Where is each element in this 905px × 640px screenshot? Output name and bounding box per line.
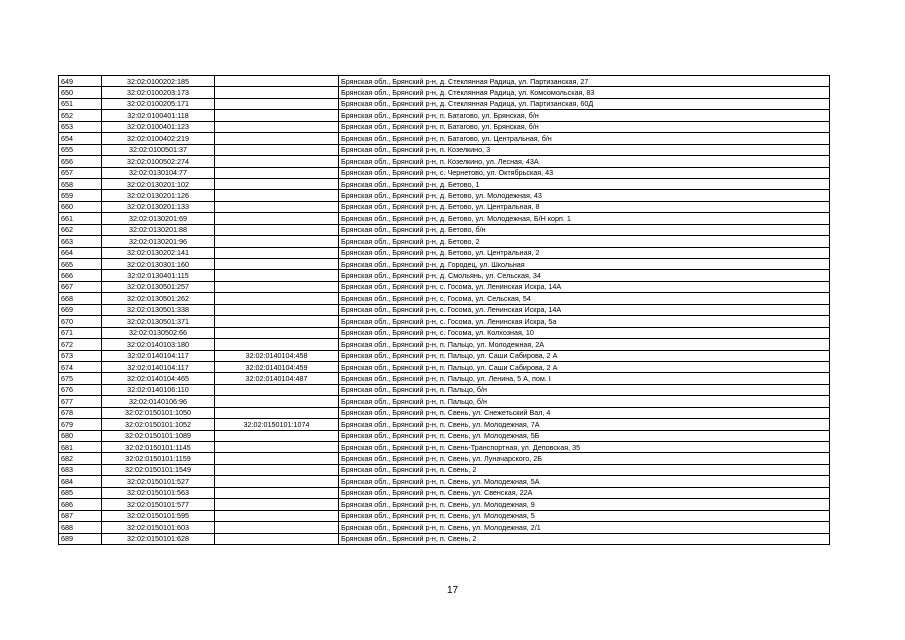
cadastral-number-cell: 32:02:0150101:1549 — [102, 464, 215, 475]
related-cadastral-number-cell — [215, 110, 339, 121]
address-cell: Брянская обл., Брянский р-н, д. Бетово, ул. Центральная, 8 — [339, 201, 830, 212]
table-row — [59, 373, 830, 384]
cadastral-number-cell: 32:02:0150101:1089 — [102, 430, 215, 441]
row-number-cell: 680 — [59, 430, 102, 441]
cadastral-number-cell: 32:02:0150101:1159 — [102, 453, 215, 464]
row-number-cell: 679 — [59, 419, 102, 430]
row-number-cell: 663 — [59, 236, 102, 247]
row-number-cell: 689 — [59, 533, 102, 544]
address-cell: Брянская обл., Брянский р-н, д. Бетово, ул. Молодежная, Б/Н корп. 1 — [339, 213, 830, 224]
address-cell: Брянская обл., Брянский р-н, п. Свень, ул. Молодежная, 7А — [339, 419, 830, 430]
table-row — [59, 464, 830, 475]
cadastral-number-cell: 32:02:0140106:96 — [102, 396, 215, 407]
cadastral-number-cell: 32:02:0150101:563 — [102, 487, 215, 498]
table-row — [59, 121, 830, 132]
related-cadastral-number-cell — [215, 178, 339, 189]
table-row — [59, 396, 830, 407]
table-row — [59, 522, 830, 533]
cadastral-number-cell: 32:02:0130201:69 — [102, 213, 215, 224]
related-cadastral-number-cell — [215, 293, 339, 304]
address-cell: Брянская обл., Брянский р-н, с. Госома, ул. Колхозная, 10 — [339, 327, 830, 338]
table-row — [59, 510, 830, 521]
row-number-cell: 688 — [59, 522, 102, 533]
address-cell: Брянская обл., Брянский р-н, с. Госома, ул. Сельская, 54 — [339, 293, 830, 304]
table-row — [59, 316, 830, 327]
row-number-cell: 653 — [59, 121, 102, 132]
address-cell: Брянская обл., Брянский р-н, п. Батагово, ул. Центральная, б/н — [339, 133, 830, 144]
address-cell: Брянская обл., Брянский р-н, п. Пальцо, ул. Молодежная, 2А — [339, 339, 830, 350]
cadastral-number-cell: 32:02:0130501:257 — [102, 281, 215, 292]
related-cadastral-number-cell — [215, 167, 339, 178]
cadastral-number-cell: 32:02:0130202:141 — [102, 247, 215, 258]
cadastral-number-cell: 32:02:0100205:171 — [102, 98, 215, 109]
row-number-cell: 649 — [59, 76, 102, 87]
related-cadastral-number-cell — [215, 87, 339, 98]
related-cadastral-number-cell — [215, 339, 339, 350]
table-row — [59, 110, 830, 121]
related-cadastral-number-cell — [215, 533, 339, 544]
related-cadastral-number-cell — [215, 236, 339, 247]
cadastral-number-cell: 32:02:0150101:1145 — [102, 442, 215, 453]
table-row — [59, 133, 830, 144]
address-cell: Брянская обл., Брянский р-н, д. Бетово, 1 — [339, 178, 830, 189]
related-cadastral-number-cell — [215, 510, 339, 521]
row-number-cell: 678 — [59, 407, 102, 418]
related-cadastral-number-cell — [215, 144, 339, 155]
row-number-cell: 673 — [59, 350, 102, 361]
related-cadastral-number-cell — [215, 133, 339, 144]
address-cell: Брянская обл., Брянский р-н, д. Стеклянная Радица, ул. Партизанская, 27 — [339, 76, 830, 87]
table-row — [59, 201, 830, 212]
row-number-cell: 685 — [59, 487, 102, 498]
address-cell: Брянская обл., Брянский р-н, д. Стеклянная Радица, ул. Комсомольская, 83 — [339, 87, 830, 98]
row-number-cell: 670 — [59, 316, 102, 327]
table-row — [59, 98, 830, 109]
related-cadastral-number-cell — [215, 384, 339, 395]
row-number-cell: 664 — [59, 247, 102, 258]
cadastral-number-cell: 32:02:0150101:595 — [102, 510, 215, 521]
cadastral-number-cell: 32:02:0150101:527 — [102, 476, 215, 487]
cadastral-number-cell: 32:02:0140103:180 — [102, 339, 215, 350]
address-cell: Брянская обл., Брянский р-н, п. Свень, ул. Молодежная, 9 — [339, 499, 830, 510]
address-cell: Брянская обл., Брянский р-н, д. Бетово, 2 — [339, 236, 830, 247]
table-row — [59, 167, 830, 178]
address-cell: Брянская обл., Брянский р-н, п. Свень, ул. Свенская, 22А — [339, 487, 830, 498]
table-row — [59, 499, 830, 510]
table-row — [59, 247, 830, 258]
row-number-cell: 676 — [59, 384, 102, 395]
address-cell: Брянская обл., Брянский р-н, п. Свень, ул. Молодежная, 5А — [339, 476, 830, 487]
row-number-cell: 652 — [59, 110, 102, 121]
related-cadastral-number-cell — [215, 270, 339, 281]
cadastral-number-cell: 32:02:0100401:118 — [102, 110, 215, 121]
address-cell: Брянская обл., Брянский р-н, п. Свень, ул. Луначарского, 2Б — [339, 453, 830, 464]
table-row — [59, 304, 830, 315]
address-cell: Брянская обл., Брянский р-н, п. Козелкино, 3 — [339, 144, 830, 155]
table-row — [59, 442, 830, 453]
address-cell: Брянская обл., Брянский р-н, п. Батагово, ул. Брянская, б/н — [339, 121, 830, 132]
related-cadastral-number-cell — [215, 522, 339, 533]
row-number-cell: 658 — [59, 178, 102, 189]
related-cadastral-number-cell — [215, 190, 339, 201]
row-number-cell: 651 — [59, 98, 102, 109]
related-cadastral-number-cell — [215, 316, 339, 327]
row-number-cell: 669 — [59, 304, 102, 315]
cadastral-number-cell: 32:02:0130501:371 — [102, 316, 215, 327]
row-number-cell: 674 — [59, 361, 102, 372]
cadastral-number-cell: 32:02:0150101:628 — [102, 533, 215, 544]
cadastral-number-cell: 32:02:0100203:173 — [102, 87, 215, 98]
address-cell: Брянская обл., Брянский р-н, п. Пальцо, ул. Ленина, 5 А, пом. I — [339, 373, 830, 384]
cadastral-number-cell: 32:02:0100401:123 — [102, 121, 215, 132]
table-row — [59, 293, 830, 304]
address-cell: Брянская обл., Брянский р-н, д. Стеклянная Радица, ул. Партизанская, 60Д — [339, 98, 830, 109]
related-cadastral-number-cell: 32:02:0140104:487 — [215, 373, 339, 384]
table-row — [59, 533, 830, 544]
address-cell: Брянская обл., Брянский р-н, д. Смольянь, ул. Сельская, 34 — [339, 270, 830, 281]
related-cadastral-number-cell — [215, 464, 339, 475]
table-row — [59, 190, 830, 201]
cadastral-number-cell: 32:02:0140104:117 — [102, 361, 215, 372]
cadastral-number-cell: 32:02:0130502:66 — [102, 327, 215, 338]
row-number-cell: 682 — [59, 453, 102, 464]
cadastral-number-cell: 32:02:0150101:1052 — [102, 419, 215, 430]
table-row — [59, 430, 830, 441]
address-cell: Брянская обл., Брянский р-н, п. Свень, 2 — [339, 533, 830, 544]
table-row — [59, 487, 830, 498]
row-number-cell: 667 — [59, 281, 102, 292]
registry-table — [58, 75, 830, 545]
row-number-cell: 655 — [59, 144, 102, 155]
table-row — [59, 144, 830, 155]
table-row — [59, 87, 830, 98]
related-cadastral-number-cell — [215, 442, 339, 453]
table-row — [59, 419, 830, 430]
row-number-cell: 671 — [59, 327, 102, 338]
address-cell: Брянская обл., Брянский р-н, п. Свень, ул. Молодежная, 5Б — [339, 430, 830, 441]
address-cell: Брянская обл., Брянский р-н, с. Госома, ул. Ленинская Искра, 14А — [339, 304, 830, 315]
address-cell: Брянская обл., Брянский р-н, п. Батагово, ул. Брянская, б/н — [339, 110, 830, 121]
table-row — [59, 178, 830, 189]
address-cell: Брянская обл., Брянский р-н, д. Бетово, ул. Центральная, 2 — [339, 247, 830, 258]
cadastral-number-cell: 32:02:0140104:465 — [102, 373, 215, 384]
cadastral-number-cell: 32:02:0130501:262 — [102, 293, 215, 304]
address-cell: Брянская обл., Брянский р-н, п. Свень, ул. Молодежная, 5 — [339, 510, 830, 521]
table-row — [59, 213, 830, 224]
row-number-cell: 661 — [59, 213, 102, 224]
related-cadastral-number-cell: 32:02:0140104:458 — [215, 350, 339, 361]
row-number-cell: 665 — [59, 259, 102, 270]
address-cell: Брянская обл., Брянский р-н, д. Бетово, ул. Молодежная, 43 — [339, 190, 830, 201]
related-cadastral-number-cell: 32:02:0150101:1074 — [215, 419, 339, 430]
related-cadastral-number-cell — [215, 76, 339, 87]
cadastral-number-cell: 32:02:0140104:117 — [102, 350, 215, 361]
address-cell: Брянская обл., Брянский р-н, д. Бетово, б/н — [339, 224, 830, 235]
cadastral-number-cell: 32:02:0130201:96 — [102, 236, 215, 247]
table-row — [59, 361, 830, 372]
related-cadastral-number-cell — [215, 121, 339, 132]
cadastral-number-cell: 32:02:0150101:1050 — [102, 407, 215, 418]
table-row — [59, 76, 830, 87]
address-cell: Брянская обл., Брянский р-н, п. Пальцо, б/н — [339, 384, 830, 395]
row-number-cell: 662 — [59, 224, 102, 235]
row-number-cell: 656 — [59, 156, 102, 167]
related-cadastral-number-cell: 32:02:0140104:459 — [215, 361, 339, 372]
table-row — [59, 350, 830, 361]
row-number-cell: 666 — [59, 270, 102, 281]
table-row — [59, 259, 830, 270]
related-cadastral-number-cell — [215, 213, 339, 224]
address-cell: Брянская обл., Брянский р-н, п. Пальцо, ул. Саши Сабирова, 2 А — [339, 361, 830, 372]
related-cadastral-number-cell — [215, 499, 339, 510]
cadastral-number-cell: 32:02:0130201:88 — [102, 224, 215, 235]
address-cell: Брянская обл., Брянский р-н, с. Госома, ул. Ленинская Искра, 5а — [339, 316, 830, 327]
address-cell: Брянская обл., Брянский р-н, п. Свень, 2 — [339, 464, 830, 475]
table-row — [59, 327, 830, 338]
address-cell: Брянская обл., Брянский р-н, п. Пальцо, б/н — [339, 396, 830, 407]
cadastral-number-cell: 32:02:0150101:577 — [102, 499, 215, 510]
page-number: 17 — [446, 585, 459, 596]
cadastral-number-cell: 32:02:0130104:77 — [102, 167, 215, 178]
related-cadastral-number-cell — [215, 327, 339, 338]
address-cell: Брянская обл., Брянский р-н, п. Свень-Транспортная, ул. Деповская, 35 — [339, 442, 830, 453]
row-number-cell: 659 — [59, 190, 102, 201]
related-cadastral-number-cell — [215, 224, 339, 235]
related-cadastral-number-cell — [215, 430, 339, 441]
table-row — [59, 407, 830, 418]
address-cell: Брянская обл., Брянский р-н, д. Городец, ул. Школьная — [339, 259, 830, 270]
address-cell: Брянская обл., Брянский р-н, п. Пальцо, ул. Саши Сабирова, 2 А — [339, 350, 830, 361]
row-number-cell: 660 — [59, 201, 102, 212]
row-number-cell: 677 — [59, 396, 102, 407]
cadastral-number-cell: 32:02:0130301:160 — [102, 259, 215, 270]
table-row — [59, 270, 830, 281]
related-cadastral-number-cell — [215, 407, 339, 418]
address-cell: Брянская обл., Брянский р-н, с. Чернетово, ул. Октябрьская, 43 — [339, 167, 830, 178]
row-number-cell: 672 — [59, 339, 102, 350]
address-cell: Брянская обл., Брянский р-н, п. Козелкино, ул. Лесная, 43А — [339, 156, 830, 167]
related-cadastral-number-cell — [215, 201, 339, 212]
row-number-cell: 650 — [59, 87, 102, 98]
related-cadastral-number-cell — [215, 281, 339, 292]
row-number-cell: 684 — [59, 476, 102, 487]
row-number-cell: 683 — [59, 464, 102, 475]
related-cadastral-number-cell — [215, 487, 339, 498]
row-number-cell: 686 — [59, 499, 102, 510]
address-cell: Брянская обл., Брянский р-н, п. Свень, ул. Снежетьский Вал, 4 — [339, 407, 830, 418]
related-cadastral-number-cell — [215, 247, 339, 258]
table-row — [59, 281, 830, 292]
address-cell: Брянская обл., Брянский р-н, п. Свень, ул. Молодежная, 2/1 — [339, 522, 830, 533]
related-cadastral-number-cell — [215, 304, 339, 315]
cadastral-number-cell: 32:02:0140106:110 — [102, 384, 215, 395]
table-row — [59, 224, 830, 235]
table-row — [59, 156, 830, 167]
table-row — [59, 476, 830, 487]
related-cadastral-number-cell — [215, 476, 339, 487]
cadastral-number-cell: 32:02:0150101:603 — [102, 522, 215, 533]
row-number-cell: 654 — [59, 133, 102, 144]
registry-table-body — [59, 76, 830, 545]
row-number-cell: 668 — [59, 293, 102, 304]
row-number-cell: 681 — [59, 442, 102, 453]
cadastral-number-cell: 32:02:0130201:126 — [102, 190, 215, 201]
cadastral-number-cell: 32:02:0100402:219 — [102, 133, 215, 144]
related-cadastral-number-cell — [215, 259, 339, 270]
row-number-cell: 675 — [59, 373, 102, 384]
row-number-cell: 657 — [59, 167, 102, 178]
row-number-cell: 687 — [59, 510, 102, 521]
address-cell: Брянская обл., Брянский р-н, с. Госома, ул. Ленинская Искра, 14А — [339, 281, 830, 292]
cadastral-number-cell: 32:02:0130401:115 — [102, 270, 215, 281]
cadastral-number-cell: 32:02:0100502:274 — [102, 156, 215, 167]
related-cadastral-number-cell — [215, 396, 339, 407]
cadastral-number-cell: 32:02:0130501:338 — [102, 304, 215, 315]
cadastral-number-cell: 32:02:0130201:133 — [102, 201, 215, 212]
table-row — [59, 236, 830, 247]
cadastral-number-cell: 32:02:0100202:185 — [102, 76, 215, 87]
table-row — [59, 339, 830, 350]
cadastral-number-cell: 32:02:0130201:102 — [102, 178, 215, 189]
related-cadastral-number-cell — [215, 98, 339, 109]
related-cadastral-number-cell — [215, 156, 339, 167]
table-row — [59, 453, 830, 464]
cadastral-number-cell: 32:02:0100501:37 — [102, 144, 215, 155]
table-row — [59, 384, 830, 395]
related-cadastral-number-cell — [215, 453, 339, 464]
